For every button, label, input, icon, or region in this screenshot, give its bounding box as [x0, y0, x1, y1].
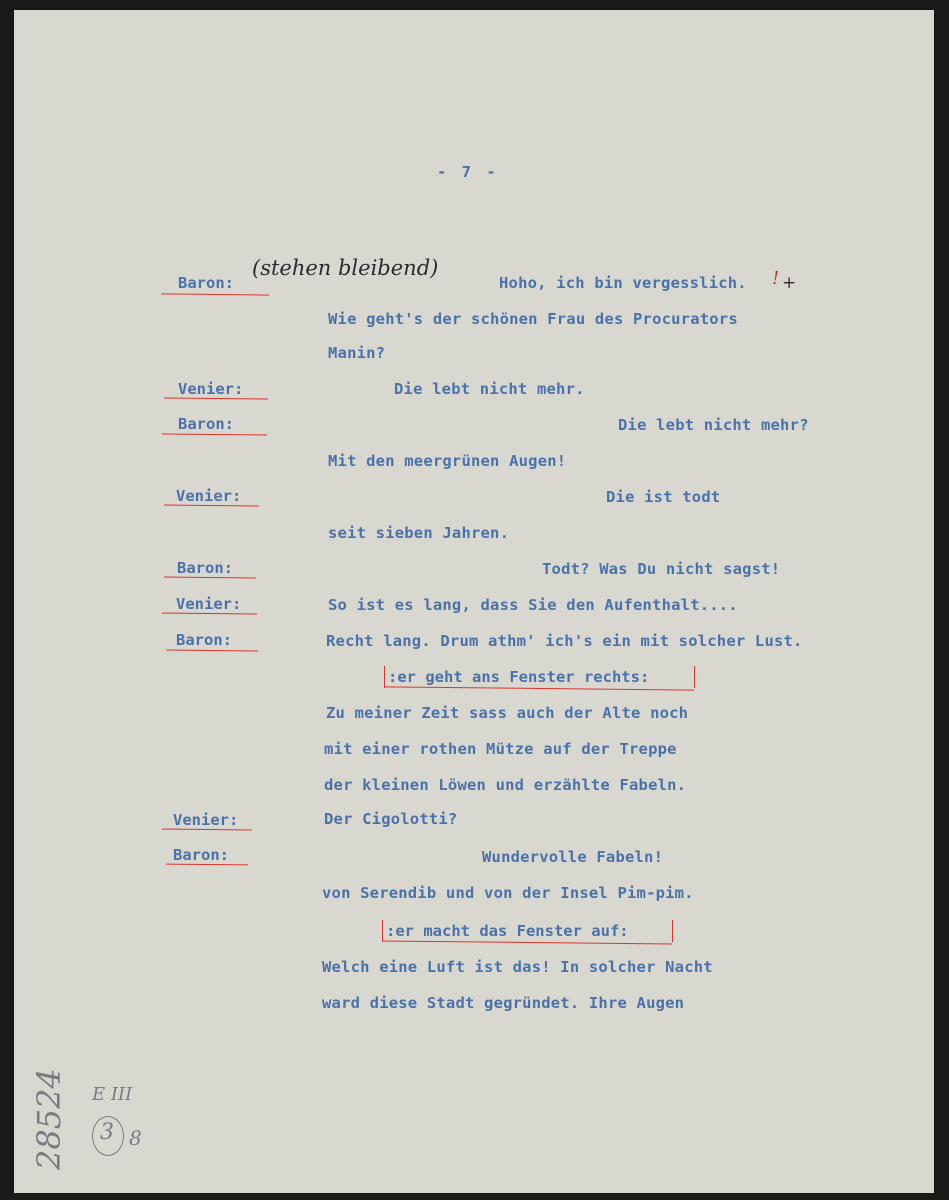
dialogue-line: Die lebt nicht mehr. [394, 380, 585, 398]
archive-section-mark: E III [92, 1084, 133, 1105]
red-underline [162, 613, 257, 615]
stage-direction-bracket [384, 666, 385, 688]
stage-direction-bracket [694, 666, 695, 688]
red-underline [164, 397, 268, 399]
speaker-label: Baron: [177, 559, 233, 577]
dialogue-line: der kleinen Löwen und erzählte Fabeln. [324, 776, 687, 794]
stage-direction: :er macht das Fenster auf: [386, 922, 629, 940]
stage-direction-bracket [672, 920, 673, 942]
archive-circled-number: 3 [100, 1120, 114, 1145]
speaker-label: Baron: [178, 274, 234, 292]
dialogue-line: Die ist todt [606, 488, 721, 506]
dialogue-line: Welch eine Luft ist das! In solcher Nacht [322, 958, 713, 976]
red-underline [384, 686, 694, 690]
dialogue-line: von Serendib und von der Insel Pim-pim. [322, 884, 694, 902]
red-underline [166, 650, 258, 652]
red-underline [162, 829, 252, 831]
dialogue-line: Todt? Was Du nicht sagst! [542, 560, 781, 578]
document-page [14, 10, 934, 1193]
dialogue-line: Zu meiner Zeit sass auch der Alte noch [326, 704, 689, 722]
speaker-label: Venier: [176, 487, 242, 505]
dialogue-line: So ist es lang, dass Sie den Aufenthalt.... [328, 596, 738, 614]
handwritten-stage-direction: (stehen bleibend) [252, 256, 439, 280]
dialogue-line: Hoho, ich bin vergesslich. [499, 274, 747, 292]
speaker-label: Baron: [173, 846, 229, 864]
dialogue-line: Wie geht's der schönen Frau des Procurators [328, 310, 738, 328]
dialogue-line: ward diese Stadt gegründet. Ihre Augen [322, 994, 685, 1012]
dialogue-line: Recht lang. Drum athm' ich's ein mit solcher Lust. [326, 632, 803, 650]
stage-direction-bracket [382, 920, 383, 942]
dialogue-line: Der Cigolotti? [324, 810, 458, 828]
speaker-label: Venier: [176, 595, 242, 613]
dialogue-line: mit einer rothen Mütze auf der Treppe [324, 740, 677, 758]
red-underline [162, 433, 267, 435]
dialogue-line: Die lebt nicht mehr? [618, 416, 809, 434]
speaker-label: Venier: [173, 811, 239, 829]
dialogue-line: seit sieben Jahren. [328, 524, 510, 542]
page-number: - 7 - [437, 163, 499, 181]
speaker-label: Baron: [176, 631, 232, 649]
dialogue-line: Mit den meergrünen Augen! [328, 452, 567, 470]
red-underline [166, 864, 248, 866]
red-underline [382, 940, 672, 944]
correction-mark: ! [772, 268, 780, 289]
red-underline [164, 505, 259, 507]
dialogue-line: Wundervolle Fabeln! [482, 848, 664, 866]
speaker-label: Baron: [178, 415, 234, 433]
dialogue-line: Manin? [328, 344, 386, 362]
insertion-mark: + [782, 273, 797, 293]
red-underline [161, 293, 269, 295]
archive-inventory-number: 28524 [30, 1068, 68, 1170]
archive-folio-number: 8 [129, 1126, 142, 1150]
red-underline [164, 577, 256, 579]
stage-direction: :er geht ans Fenster rechts: [388, 668, 650, 686]
speaker-label: Venier: [178, 380, 244, 398]
